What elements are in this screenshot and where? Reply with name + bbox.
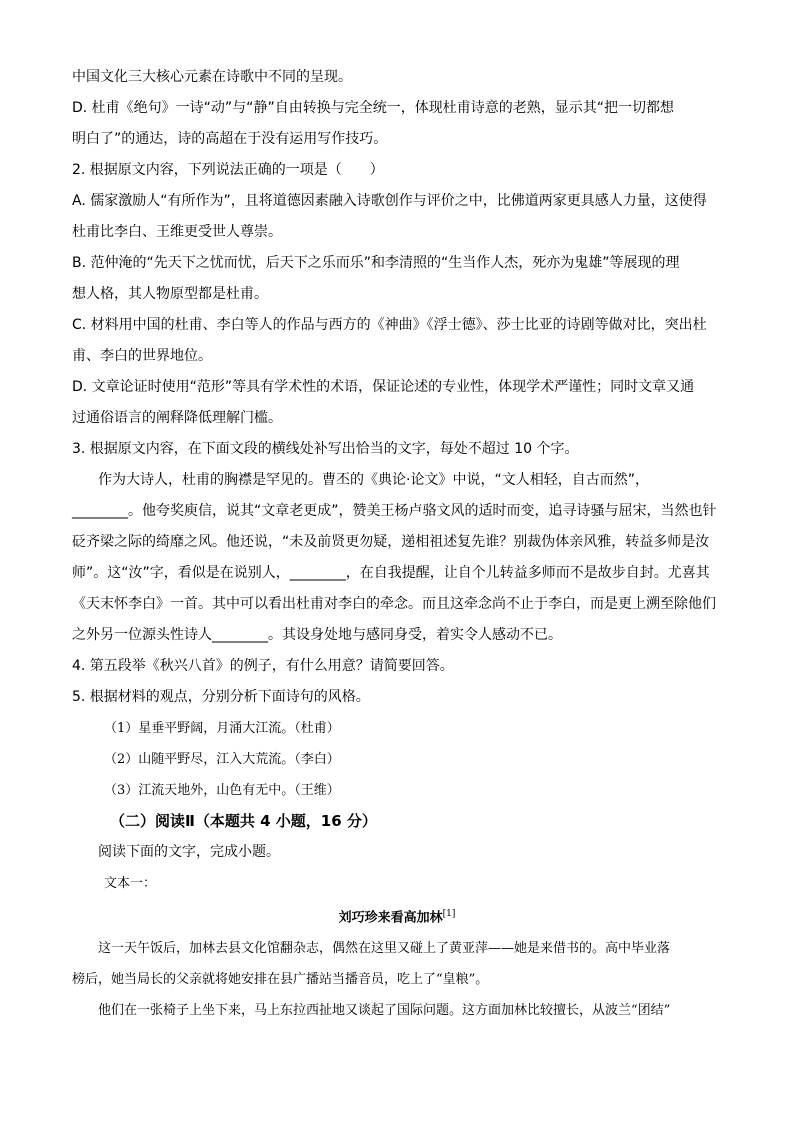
text-line: 中国文化三大核心元素在诗歌中不同的呈现。 — [72, 69, 352, 85]
option-a-line-1: A. 儒家激励人“有所作为”，且将道德因素融入诗歌创作与评价之中，比佛道两家更具感人力量，这使得 — [72, 193, 707, 209]
story-title — [72, 899, 722, 933]
question-4: 4. 第五段举《秋兴八首》的例子，有什么用意？请简要回答。 — [72, 658, 454, 674]
question-5: 5. 根据材料的观点，分别分析下面诗句的风格。 — [72, 689, 370, 705]
question-2: 2. 根据原文内容，下列说法正确的一项是（ ） — [72, 162, 384, 178]
story-line: 他们在一张椅子上坐下来，马上东拉西扯地又谈起了国际问题。这方面加林比较擅长，从波兰“团结” — [98, 1003, 671, 1019]
option-b-line-2: 想人格，其人物原型都是杜甫。 — [72, 286, 268, 302]
option-c-line-1: C. 材料用中国的杜甫、李白等人的作品与西方的《神曲》《浮士德》、莎士比亚的诗剧等做对比，突出杜 — [72, 317, 707, 333]
option-c-line-2: 甫、李白的世界地位。 — [72, 348, 212, 364]
question-3: 3. 根据原文内容，在下面文段的横线处补写出恰当的文字，每处不超过 10 个字。 — [72, 441, 579, 457]
passage-line: 作为大诗人，杜甫的胸襟是罕见的。曹丕的《典论·论文》中说，“文人相轻，自古而然”， — [98, 472, 649, 488]
document-page — [72, 62, 722, 1026]
story-line: 榜后，她当局长的父亲就将她安排在县广播站当播音员，吃上了“皇粮”。 — [72, 972, 489, 988]
instruction: 阅读下面的文字，完成小题。 — [98, 844, 280, 860]
option-a-line-2: 杜甫比李白、王维更受世人尊崇。 — [72, 224, 282, 240]
passage-line: 砭齐梁之际的绮靡之风。他还说，“未及前贤更勿疑，递相祖述复先谁？别裁伪体亲风雅，转益多师是汝 — [72, 534, 710, 550]
story-line: 这一天午饭后，加林去县文化馆翻杂志，偶然在这里又碰上了黄亚萍——她是来借书的。高中毕业落 — [98, 941, 671, 957]
option-d2-line-1: D. 文章论证时使用“范形”等具有学术性的术语，保证论述的专业性，体现学术严谨性；同时文章又通 — [72, 379, 695, 395]
option-d-line-1: D. 杜甫《绝句》一诗“动”与“静”自由转换与完全统一，体现杜甫诗意的老熟，显示其“把一切都想 — [72, 100, 674, 116]
footnote-marker: [1] — [442, 909, 456, 919]
passage-line: 师”。这“汝”字，看似是在说别人，________，在自我提醒，让自个儿转益多师而不是故步自封。尤喜其 — [72, 565, 710, 581]
option-b-line-1: B. 范仲淹的“先天下之忧而忧，后天下之乐而乐”和李清照的“生当作人杰，死亦为鬼雄”等展现的理 — [72, 255, 680, 271]
poem-line: （3）江流天地外，山色有无中。（王维） — [104, 783, 340, 798]
poem-line: （2）山随平野尽，江入大荒流。（李白） — [104, 752, 340, 767]
section-heading: （二）阅读Ⅱ（本题共 4 小题，16 分） — [110, 812, 377, 830]
option-d2-line-2: 过通俗语言的阐释降低理解门槛。 — [72, 410, 282, 426]
option-d-line-2: 明白了”的通达，诗的高超在于没有运用写作技巧。 — [72, 131, 388, 147]
passage-line: 之外另一位源头性诗人________。其设身处地与感同身受，着实令人感动不已。 — [72, 627, 562, 643]
story-title-text: 刘巧珍来看高加林 — [338, 910, 443, 926]
poem-line: （1）星垂平野阔，月涌大江流。（杜甫） — [104, 721, 340, 736]
text-label: 文本一： — [104, 876, 157, 891]
passage-line: ________。他夸奖庾信，说其“文章老更成”，赞美王杨卢骆文风的适时而变，追寻诗骚与屈宋，当然也针 — [72, 503, 717, 519]
passage-line: 《天末怀李白》一首。其中可以看出杜甫对李白的牵念。而且这牵念尚不止于李白，而是更上溯至除他们 — [72, 596, 716, 612]
